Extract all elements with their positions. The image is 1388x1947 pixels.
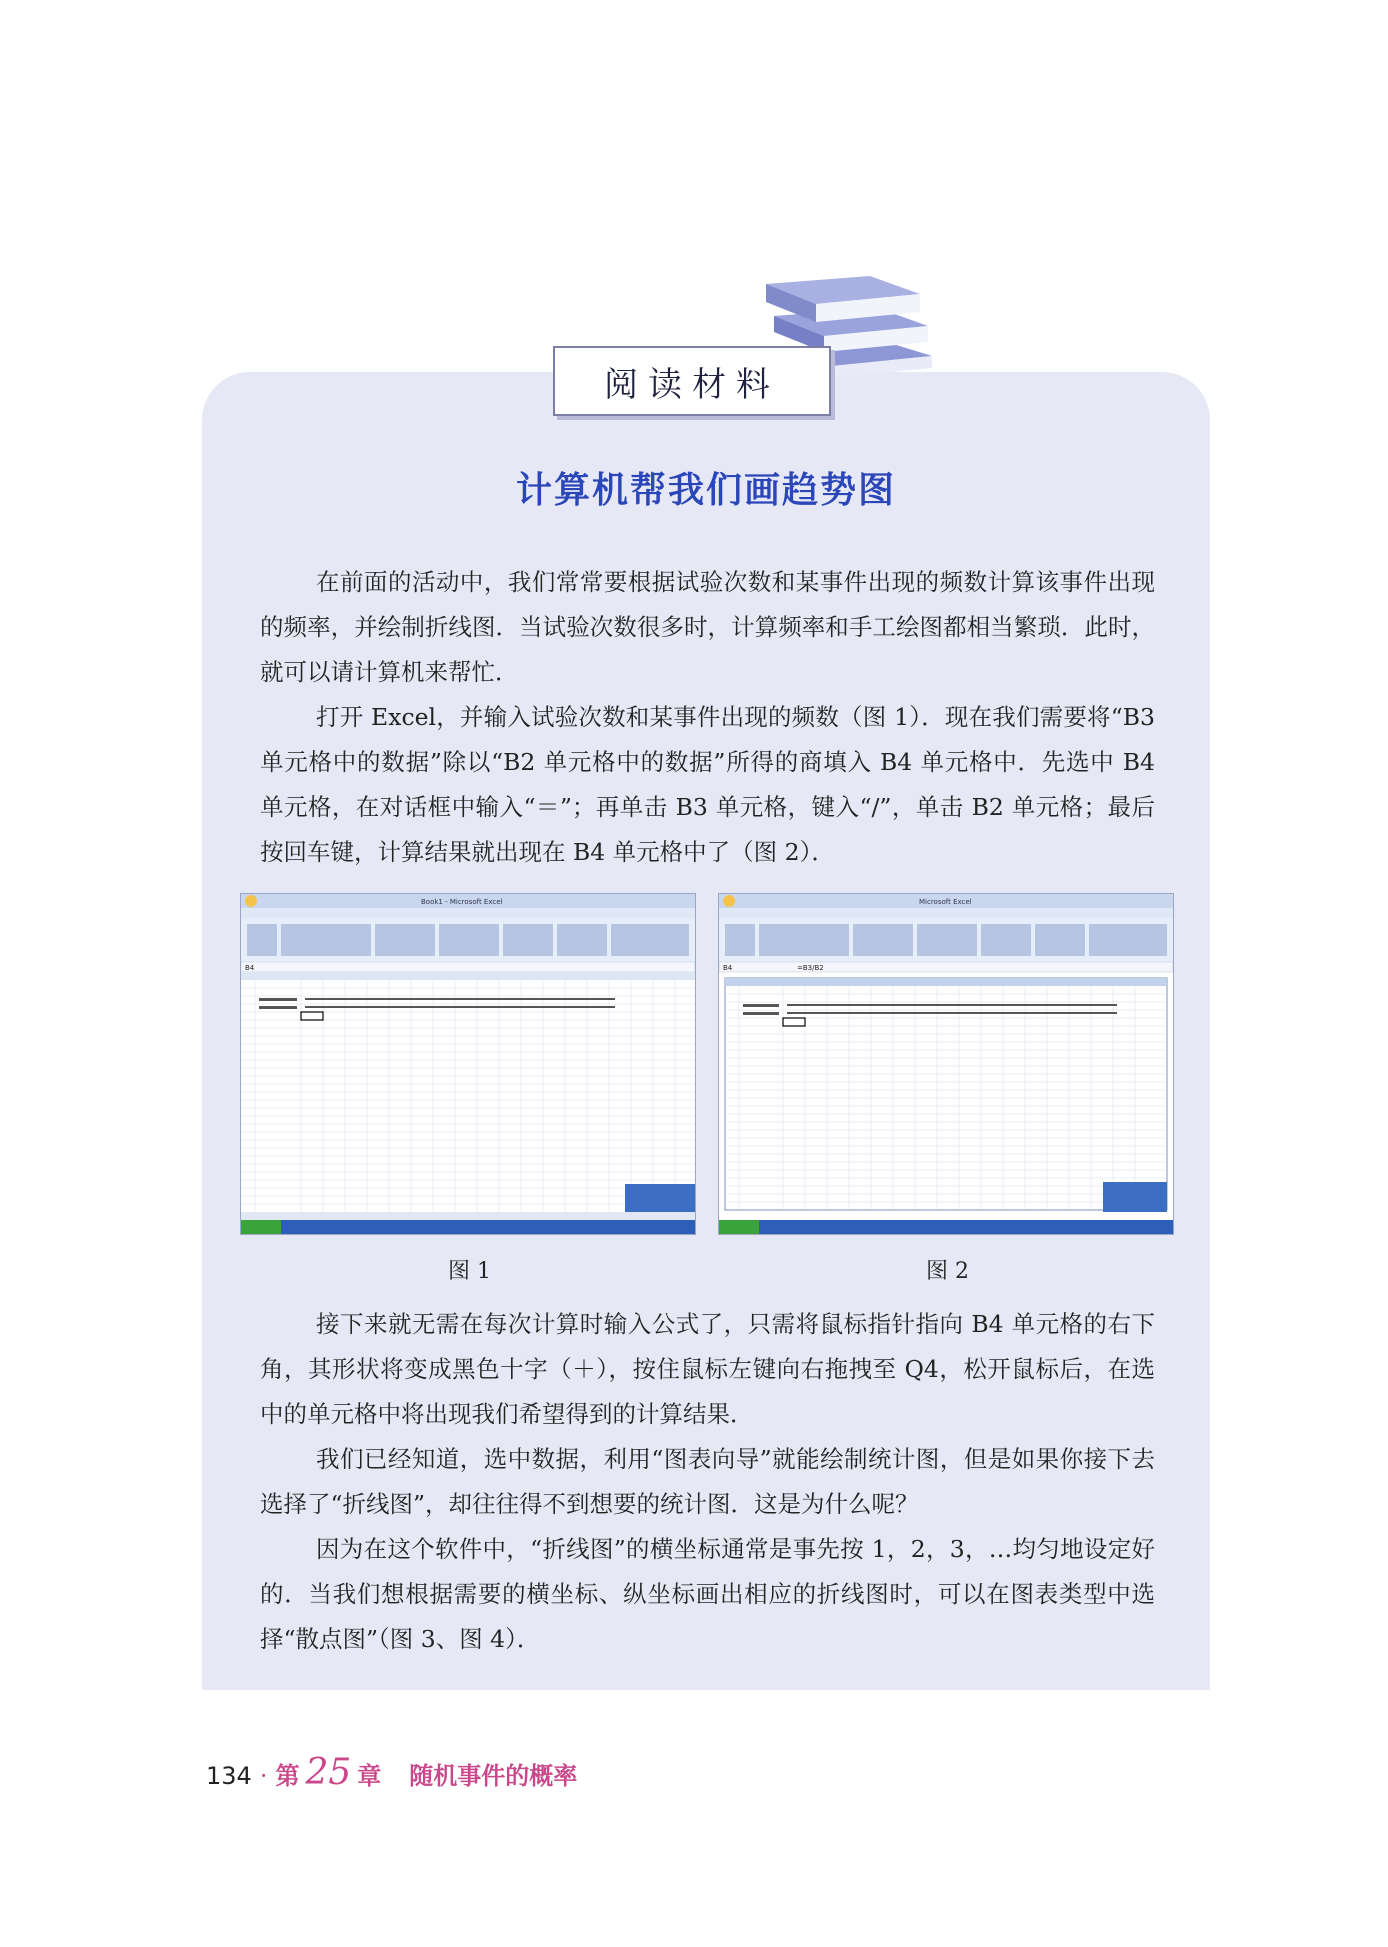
- office-button-icon: [723, 895, 735, 907]
- paragraph-1: 在前面的活动中，我们常常要根据试验次数和某事件出现的频数计算该事件出现的频率，并绘制折线图．当试验次数很多时，计算频率和手工绘图都相当繁琐．此时，就可以请计算机来帮忙．: [260, 568, 1155, 686]
- chapter-suffix: 章: [357, 1762, 382, 1790]
- figure-1-caption: 图 1: [448, 1259, 491, 1284]
- paragraph-2: 打开 Excel，并输入试验次数和某事件出现的频数（图 1）．现在我们需要将“B3 单元格中的数据”除以“B2 单元格中的数据”所得的商填入 B4 单元格中．先选中 B4 单元格，在对话框中输入“＝”；再单击 B3 单元格，键入“/”，单击 B2 单元格；最后按回车键，计算结果就出现在 B4 单元格中了（图 2）．: [260, 703, 1155, 866]
- excel-window-figure-2: [719, 894, 1173, 1234]
- page-number: 134: [206, 1762, 252, 1790]
- window-title: Microsoft Excel: [919, 898, 972, 906]
- paragraph-3: 接下来就无需在每次计算时输入公式了，只需将鼠标指针指向 B4 单元格的右下角，其形状将变成黑色十字（＋），按住鼠标左键向右拖拽至 Q4，松开鼠标后，在选中的单元格中将出现我们希望得到的计算结果．: [260, 1310, 1155, 1428]
- chapter-title: 随机事件的概率: [409, 1761, 578, 1790]
- excel-window-figure-1: [241, 894, 695, 1234]
- figure-2-caption: 图 2: [926, 1259, 969, 1284]
- reading-material-label: 阅读材料: [553, 346, 831, 416]
- window-title: Book1 - Microsoft Excel: [421, 898, 503, 906]
- paragraph-5: 因为在这个软件中，“折线图”的横坐标通常是事先按 1，2，3，…均匀地设定好的．当我们想根据需要的横坐标、纵坐标画出相应的折线图时，可以在图表类型中选择“散点图”（图 3、图 4）．: [260, 1535, 1155, 1653]
- footer-separator: ·: [259, 1762, 268, 1790]
- page-footer: [206, 1752, 577, 1793]
- section-title: 计算机帮我们画趋势图: [515, 470, 896, 511]
- figure-1-excel-screenshot: [240, 893, 696, 1235]
- paragraph-4: 我们已经知道，选中数据，利用“图表向导”就能绘制统计图，但是如果你接下去选择了“折线图”，却往往得不到想要的统计图．这是为什么呢？: [260, 1445, 1155, 1518]
- chapter-prefix: 第: [275, 1762, 300, 1790]
- office-button-icon: [245, 895, 257, 907]
- chapter-number: 25: [305, 1752, 352, 1793]
- figure-2-excel-screenshot: [718, 893, 1174, 1235]
- formula-bar: =B3/B2: [797, 964, 824, 972]
- name-box: B4: [245, 964, 255, 972]
- name-box: B4: [723, 964, 733, 972]
